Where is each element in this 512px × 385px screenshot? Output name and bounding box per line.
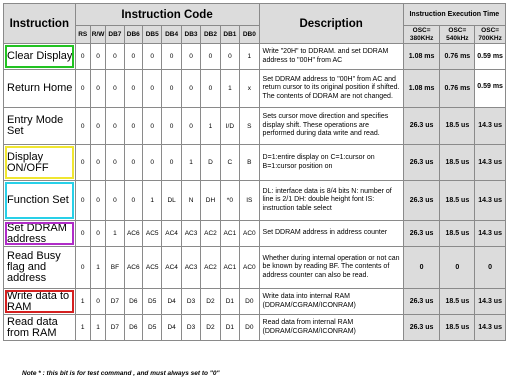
bit-cell: 0 [75, 70, 90, 108]
highlight-box [5, 290, 74, 313]
exec-time-cell: 14.3 us [475, 145, 506, 181]
bit-cell: 0 [75, 44, 90, 70]
highlight-box [5, 182, 74, 219]
bit-cell: 1 [142, 181, 161, 221]
bit-cell: 0 [75, 221, 90, 247]
bit-cell: 0 [162, 44, 181, 70]
bit-cell: D1 [220, 289, 239, 315]
bit-cell: D3 [181, 315, 200, 341]
instruction-name-label: Function Set [7, 194, 69, 206]
bit-cell: 1 [90, 247, 105, 289]
exec-time-cell: 1.08 ms [403, 70, 440, 108]
exec-time-cell: 0.76 ms [440, 44, 475, 70]
header-execution-time: Instruction Execution Time [403, 4, 505, 26]
instruction-name [4, 247, 76, 289]
bit-cell: 1 [181, 145, 200, 181]
bit-cell: 0 [75, 247, 90, 289]
bit-cell: 0 [106, 70, 124, 108]
bit-cell: AC5 [142, 221, 161, 247]
bit-cell: 0 [142, 44, 161, 70]
bit-cell: 0 [106, 108, 124, 145]
bit-cell: D5 [142, 315, 161, 341]
bit-cell: 0 [75, 181, 90, 221]
bit-cell: 0 [90, 70, 105, 108]
bit-cell: N [181, 181, 200, 221]
instruction-name-label: Read Busy flag and address [7, 250, 61, 284]
instruction-name [4, 145, 76, 181]
bit-cell: AC4 [162, 221, 181, 247]
bit-cell: 1 [240, 44, 259, 70]
exec-time-cell: 0 [440, 247, 475, 289]
bit-cell: AC6 [124, 247, 142, 289]
highlight-box [5, 45, 74, 68]
instruction-name-label: Entry Mode Set [7, 114, 64, 137]
instruction-name-label: Display ON/OFF [7, 150, 49, 174]
bit-cell: 0 [75, 108, 90, 145]
bit-cell: 0 [220, 44, 239, 70]
header-bit: DB4 [162, 26, 181, 44]
bit-cell: D0 [240, 315, 259, 341]
header-instruction: Instruction [4, 4, 76, 44]
bit-cell: AC3 [181, 247, 200, 289]
bit-cell: 0 [124, 181, 142, 221]
bit-cell: D5 [142, 289, 161, 315]
header-bit: DB7 [106, 26, 124, 44]
bit-cell: 0 [106, 145, 124, 181]
bit-cell: D2 [201, 315, 220, 341]
instruction-name [4, 221, 76, 247]
bit-cell: 0 [142, 145, 161, 181]
bit-cell: 0 [106, 44, 124, 70]
instruction-name-label: Read data from RAM [7, 315, 58, 339]
exec-time-cell: 14.3 us [475, 108, 506, 145]
header-osc-380: OSC= 380KHz [403, 26, 440, 44]
footnote: Note * : this bit is for test command , and must always set to "0" [22, 370, 220, 377]
bit-cell: 0 [162, 70, 181, 108]
bit-cell: 0 [106, 181, 124, 221]
bit-cell: D7 [106, 315, 124, 341]
header-bit: DB2 [201, 26, 220, 44]
bit-cell: IS [240, 181, 259, 221]
bit-cell: D6 [124, 315, 142, 341]
exec-time-cell: 18.5 us [440, 289, 475, 315]
exec-time-cell: 18.5 us [440, 181, 475, 221]
bit-cell: 0 [181, 70, 200, 108]
bit-cell: 0 [201, 44, 220, 70]
bit-cell: D3 [181, 289, 200, 315]
exec-time-cell: 18.5 us [440, 315, 475, 341]
instruction-row [4, 247, 506, 289]
bit-cell: 0 [90, 181, 105, 221]
exec-time-cell: 18.5 us [440, 221, 475, 247]
instruction-name [4, 44, 76, 70]
bit-cell: 1 [201, 108, 220, 145]
exec-time-cell: 26.3 us [403, 315, 440, 341]
description-cell: Set DDRAM address in address counter [259, 221, 403, 247]
instruction-row [4, 289, 506, 315]
highlight-box [5, 222, 74, 245]
bit-cell: D2 [201, 289, 220, 315]
bit-cell: *0 [220, 181, 239, 221]
bit-cell: 0 [75, 145, 90, 181]
bit-cell: 1 [90, 315, 105, 341]
bit-cell: 0 [90, 145, 105, 181]
bit-cell: 0 [90, 108, 105, 145]
exec-time-cell: 14.3 us [475, 289, 506, 315]
instruction-row [4, 315, 506, 341]
bit-cell: 0 [124, 44, 142, 70]
bit-cell: BF [106, 247, 124, 289]
bit-cell: I/D [220, 108, 239, 145]
bit-cell: 0 [142, 108, 161, 145]
description-cell: Sets cursor move direction and specifies display shift. These operations are performed during data write and read. [259, 108, 403, 145]
header-bit: DB6 [124, 26, 142, 44]
exec-time-cell: 0 [403, 247, 440, 289]
bit-cell: AC0 [240, 247, 259, 289]
exec-time-cell: 26.3 us [403, 145, 440, 181]
exec-time-cell: 14.3 us [475, 181, 506, 221]
bit-cell: 1 [75, 315, 90, 341]
bit-cell: 1 [75, 289, 90, 315]
bit-cell: S [240, 108, 259, 145]
instruction-table [3, 3, 506, 341]
bit-cell: 0 [124, 145, 142, 181]
bit-cell: 1 [220, 70, 239, 108]
exec-time-cell: 26.3 us [403, 221, 440, 247]
exec-time-cell: 14.3 us [475, 221, 506, 247]
header-bit: DB3 [181, 26, 200, 44]
instruction-name-label: Clear Display [7, 50, 73, 62]
exec-time-cell: 18.5 us [440, 145, 475, 181]
exec-time-cell: 14.3 us [475, 315, 506, 341]
bit-cell: 0 [90, 44, 105, 70]
exec-time-cell: 0 [475, 247, 506, 289]
instruction-name [4, 315, 76, 341]
bit-cell: 0 [162, 108, 181, 145]
exec-time-cell: 26.3 us [403, 289, 440, 315]
description-cell: Whether during internal operation or not can be known by reading BF. The contents of address counter can also be read. [259, 247, 403, 289]
exec-time-cell: 1.08 ms [403, 44, 440, 70]
exec-time-cell: 26.3 us [403, 181, 440, 221]
instruction-name-label: Write data to RAM [7, 289, 70, 313]
header-description: Description [259, 4, 403, 44]
bit-cell: D4 [162, 289, 181, 315]
bit-cell: 0 [124, 108, 142, 145]
header-bit: R/W [90, 26, 105, 44]
description-cell: DL: interface data is 8/4 bits N: number of line is 2/1 DH: double height font IS: instruction table select [259, 181, 403, 221]
description-cell: Read data from internal RAM (DDRAM/CGRAM/ICONRAM) [259, 315, 403, 341]
bit-cell: C [220, 145, 239, 181]
instruction-name [4, 108, 76, 145]
highlight-box [5, 146, 74, 179]
bit-cell: 0 [90, 221, 105, 247]
header-instruction-code: Instruction Code [75, 4, 259, 26]
instruction-name [4, 289, 76, 315]
bit-cell: 0 [201, 70, 220, 108]
exec-time-cell: 0.59 ms [475, 44, 506, 70]
description-cell: Write "20H" to DDRAM. and set DDRAM address to "00H" from AC [259, 44, 403, 70]
description-cell: Set DDRAM address to "00H" from AC and return cursor to its original position if shifted. The contents of DDRAM are not changed. [259, 70, 403, 108]
exec-time-cell: 0.76 ms [440, 70, 475, 108]
bit-cell: D1 [220, 315, 239, 341]
instruction-row [4, 181, 506, 221]
bit-cell: D0 [240, 289, 259, 315]
bit-cell: AC4 [162, 247, 181, 289]
exec-time-cell: 18.5 us [440, 108, 475, 145]
header-bit: DB0 [240, 26, 259, 44]
bit-cell: x [240, 70, 259, 108]
bit-cell: D7 [106, 289, 124, 315]
instruction-name-label: Set DDRAM address [7, 221, 67, 245]
header-bit: DB5 [142, 26, 161, 44]
bit-cell: AC2 [201, 221, 220, 247]
header-osc-700: OSC= 700KHz [475, 26, 506, 44]
bit-cell: 0 [181, 108, 200, 145]
bit-cell: B [240, 145, 259, 181]
bit-cell: AC6 [124, 221, 142, 247]
header-osc-540: OSC= 540kHz [440, 26, 475, 44]
bit-cell: AC3 [181, 221, 200, 247]
instruction-row [4, 44, 506, 70]
bit-cell: 0 [90, 289, 105, 315]
bit-cell: DL [162, 181, 181, 221]
description-cell: D=1:entire display on C=1:cursor on B=1:cursor position on [259, 145, 403, 181]
bit-cell: AC2 [201, 247, 220, 289]
bit-cell: AC5 [142, 247, 161, 289]
bit-cell: 0 [124, 70, 142, 108]
description-cell: Write data into internal RAM (DDRAM/CGRAM/ICONRAM) [259, 289, 403, 315]
exec-time-cell: 0.59 ms [475, 70, 506, 108]
exec-time-cell: 26.3 us [403, 108, 440, 145]
instruction-row [4, 221, 506, 247]
instruction-row [4, 108, 506, 145]
bit-cell: D [201, 145, 220, 181]
instruction-row [4, 145, 506, 181]
bit-cell: 0 [142, 70, 161, 108]
instruction-name-label: Return Home [7, 82, 73, 94]
bit-cell: AC0 [240, 221, 259, 247]
bit-cell: 1 [106, 221, 124, 247]
bit-cell: D6 [124, 289, 142, 315]
bit-cell: AC1 [220, 247, 239, 289]
bit-cell: 0 [162, 145, 181, 181]
bit-cell: 0 [181, 44, 200, 70]
bit-cell: D4 [162, 315, 181, 341]
instruction-row [4, 70, 506, 108]
instruction-name [4, 181, 76, 221]
instruction-name [4, 70, 76, 108]
header-bit: RS [75, 26, 90, 44]
header-bit: DB1 [220, 26, 239, 44]
bit-cell: AC1 [220, 221, 239, 247]
bit-cell: DH [201, 181, 220, 221]
